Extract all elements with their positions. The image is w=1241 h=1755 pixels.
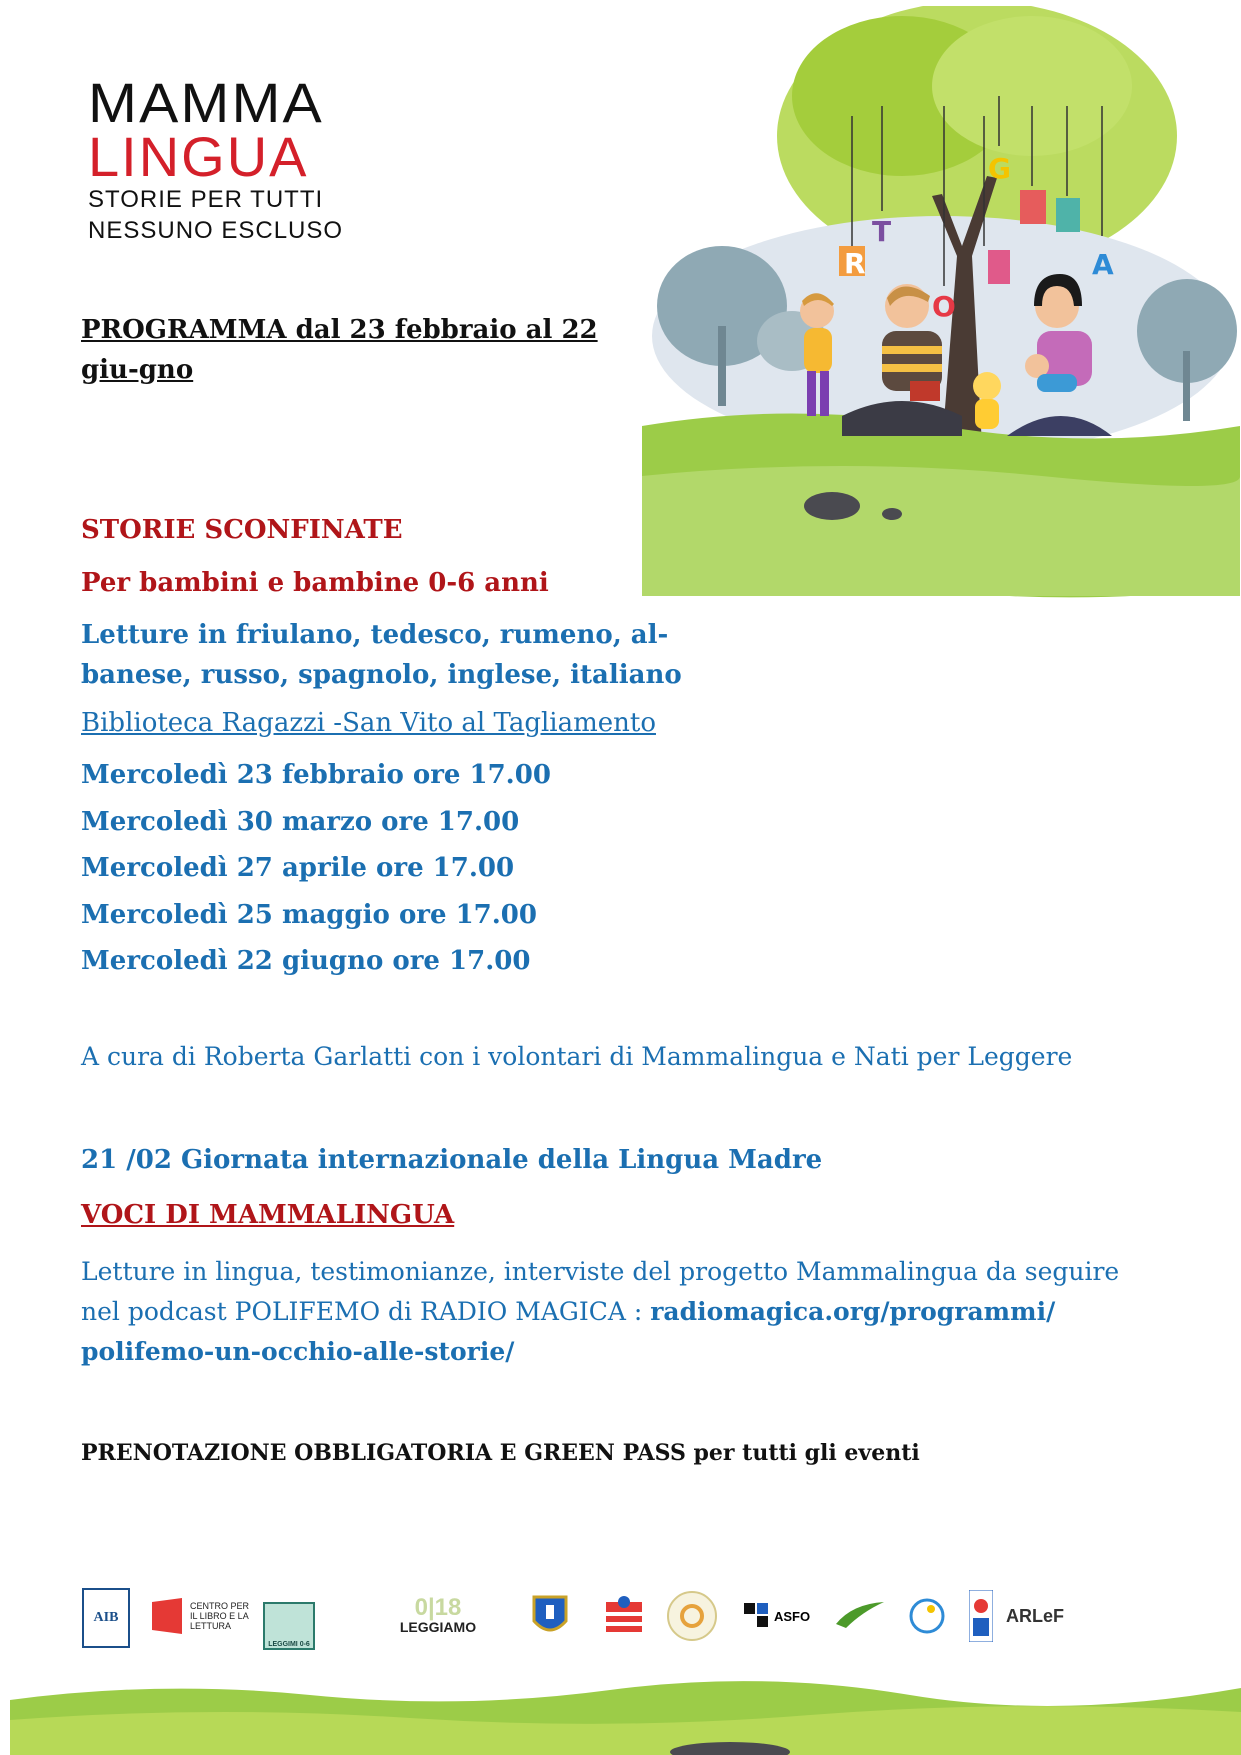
sponsor-logos (80, 1588, 1090, 1652)
cepell-icon (150, 1596, 186, 1636)
voci-date-line: 21 /02 Giornata internazionale della Lingua Madre (81, 1145, 823, 1175)
logo-lingua: LINGUA (88, 125, 309, 188)
nati-per-leggere-icon (968, 1588, 994, 1644)
booking-bold: PRENOTAZIONE OBBLIGATORIA E GREEN PASS (81, 1440, 686, 1466)
date-item: Mercoledì 23 febbraio ore 17.00 (81, 760, 551, 790)
immigrati-association-icon (830, 1588, 890, 1644)
comune-crest-icon (525, 1588, 575, 1644)
ciao-logo-icon (905, 1588, 949, 1644)
dates-list (81, 760, 551, 993)
svg-text:G: G (988, 152, 1011, 185)
svg-text:O: O (932, 290, 956, 323)
programma-heading: PROGRAMMA dal 23 febbraio al 22 giu-gno (81, 315, 598, 385)
podcast-link-part-2[interactable]: polifemo-un-occhio-alle-storie/ (81, 1337, 515, 1366)
svg-text:R: R (844, 247, 866, 280)
storie-audience: Per bambini e bambine 0-6 anni (81, 568, 549, 598)
storie-title: STORIE SCONFINATE (81, 515, 403, 545)
venue-link[interactable]: Biblioteca Ragazzi -San Vito al Tagliamento (81, 708, 656, 738)
svg-text:T: T (872, 215, 892, 248)
voci-description (81, 1252, 1161, 1372)
podcast-link-part-1[interactable]: radiomagica.org/programmi/ (650, 1297, 1056, 1326)
voci-desc-line-1: Letture in lingua, testimonianze, interviste del progetto Mammalingua da seguire (81, 1257, 1120, 1286)
associazione-circle-icon (663, 1588, 721, 1644)
leggimi-logo: LEGGIMI 0-6 (263, 1602, 315, 1650)
arlef-logo: ARLeF (1006, 1605, 1064, 1626)
voci-title: VOCI DI MAMMALINGUA (81, 1200, 455, 1230)
logo-tagline-2: NESSUNO ESCLUSO (88, 217, 344, 244)
curated-by: A cura di Roberta Garlatti con i volontari di Mammalingua e Nati per Leggere (81, 1042, 1073, 1071)
aib-logo: AIB (82, 1588, 130, 1648)
logo-mamma: MAMMA (88, 71, 324, 134)
voci-desc-prefix: nel podcast POLIFEMO di RADIO MAGICA : (81, 1297, 651, 1326)
biblioteca-logo-icon (600, 1588, 648, 1644)
date-item: Mercoledì 27 aprile ore 17.00 (81, 853, 515, 883)
storie-languages (81, 615, 682, 695)
family-reading-illustration (642, 6, 1240, 611)
leggiamo-logo: 0|18 LEGGIAMO (399, 1594, 477, 1635)
languages-line-1: Letture in friulano, tedesco, rumeno, al- (81, 620, 669, 650)
languages-line-2: banese, russo, spagnolo, inglese, italiano (81, 660, 682, 690)
booking-note (81, 1440, 920, 1466)
cepell-logo: CENTRO PER IL LIBRO E LA LETTURA (145, 1588, 255, 1644)
svg-text:A: A (1092, 248, 1114, 281)
grass-footer-decoration (10, 1670, 1241, 1755)
date-item: Mercoledì 30 marzo ore 17.00 (81, 806, 520, 837)
asfo-icon (744, 1603, 770, 1629)
logo-tagline-1: STORIE PER TUTTI (88, 186, 324, 213)
date-item: Mercoledì 25 maggio ore 17.00 (81, 899, 537, 930)
voci-desc-line-2 (81, 1292, 1161, 1332)
booking-rest: per tutti gli eventi (685, 1440, 920, 1466)
date-item: Mercoledì 22 giugno ore 17.00 (81, 946, 531, 976)
asfo-logo: ASFO (740, 1588, 814, 1644)
